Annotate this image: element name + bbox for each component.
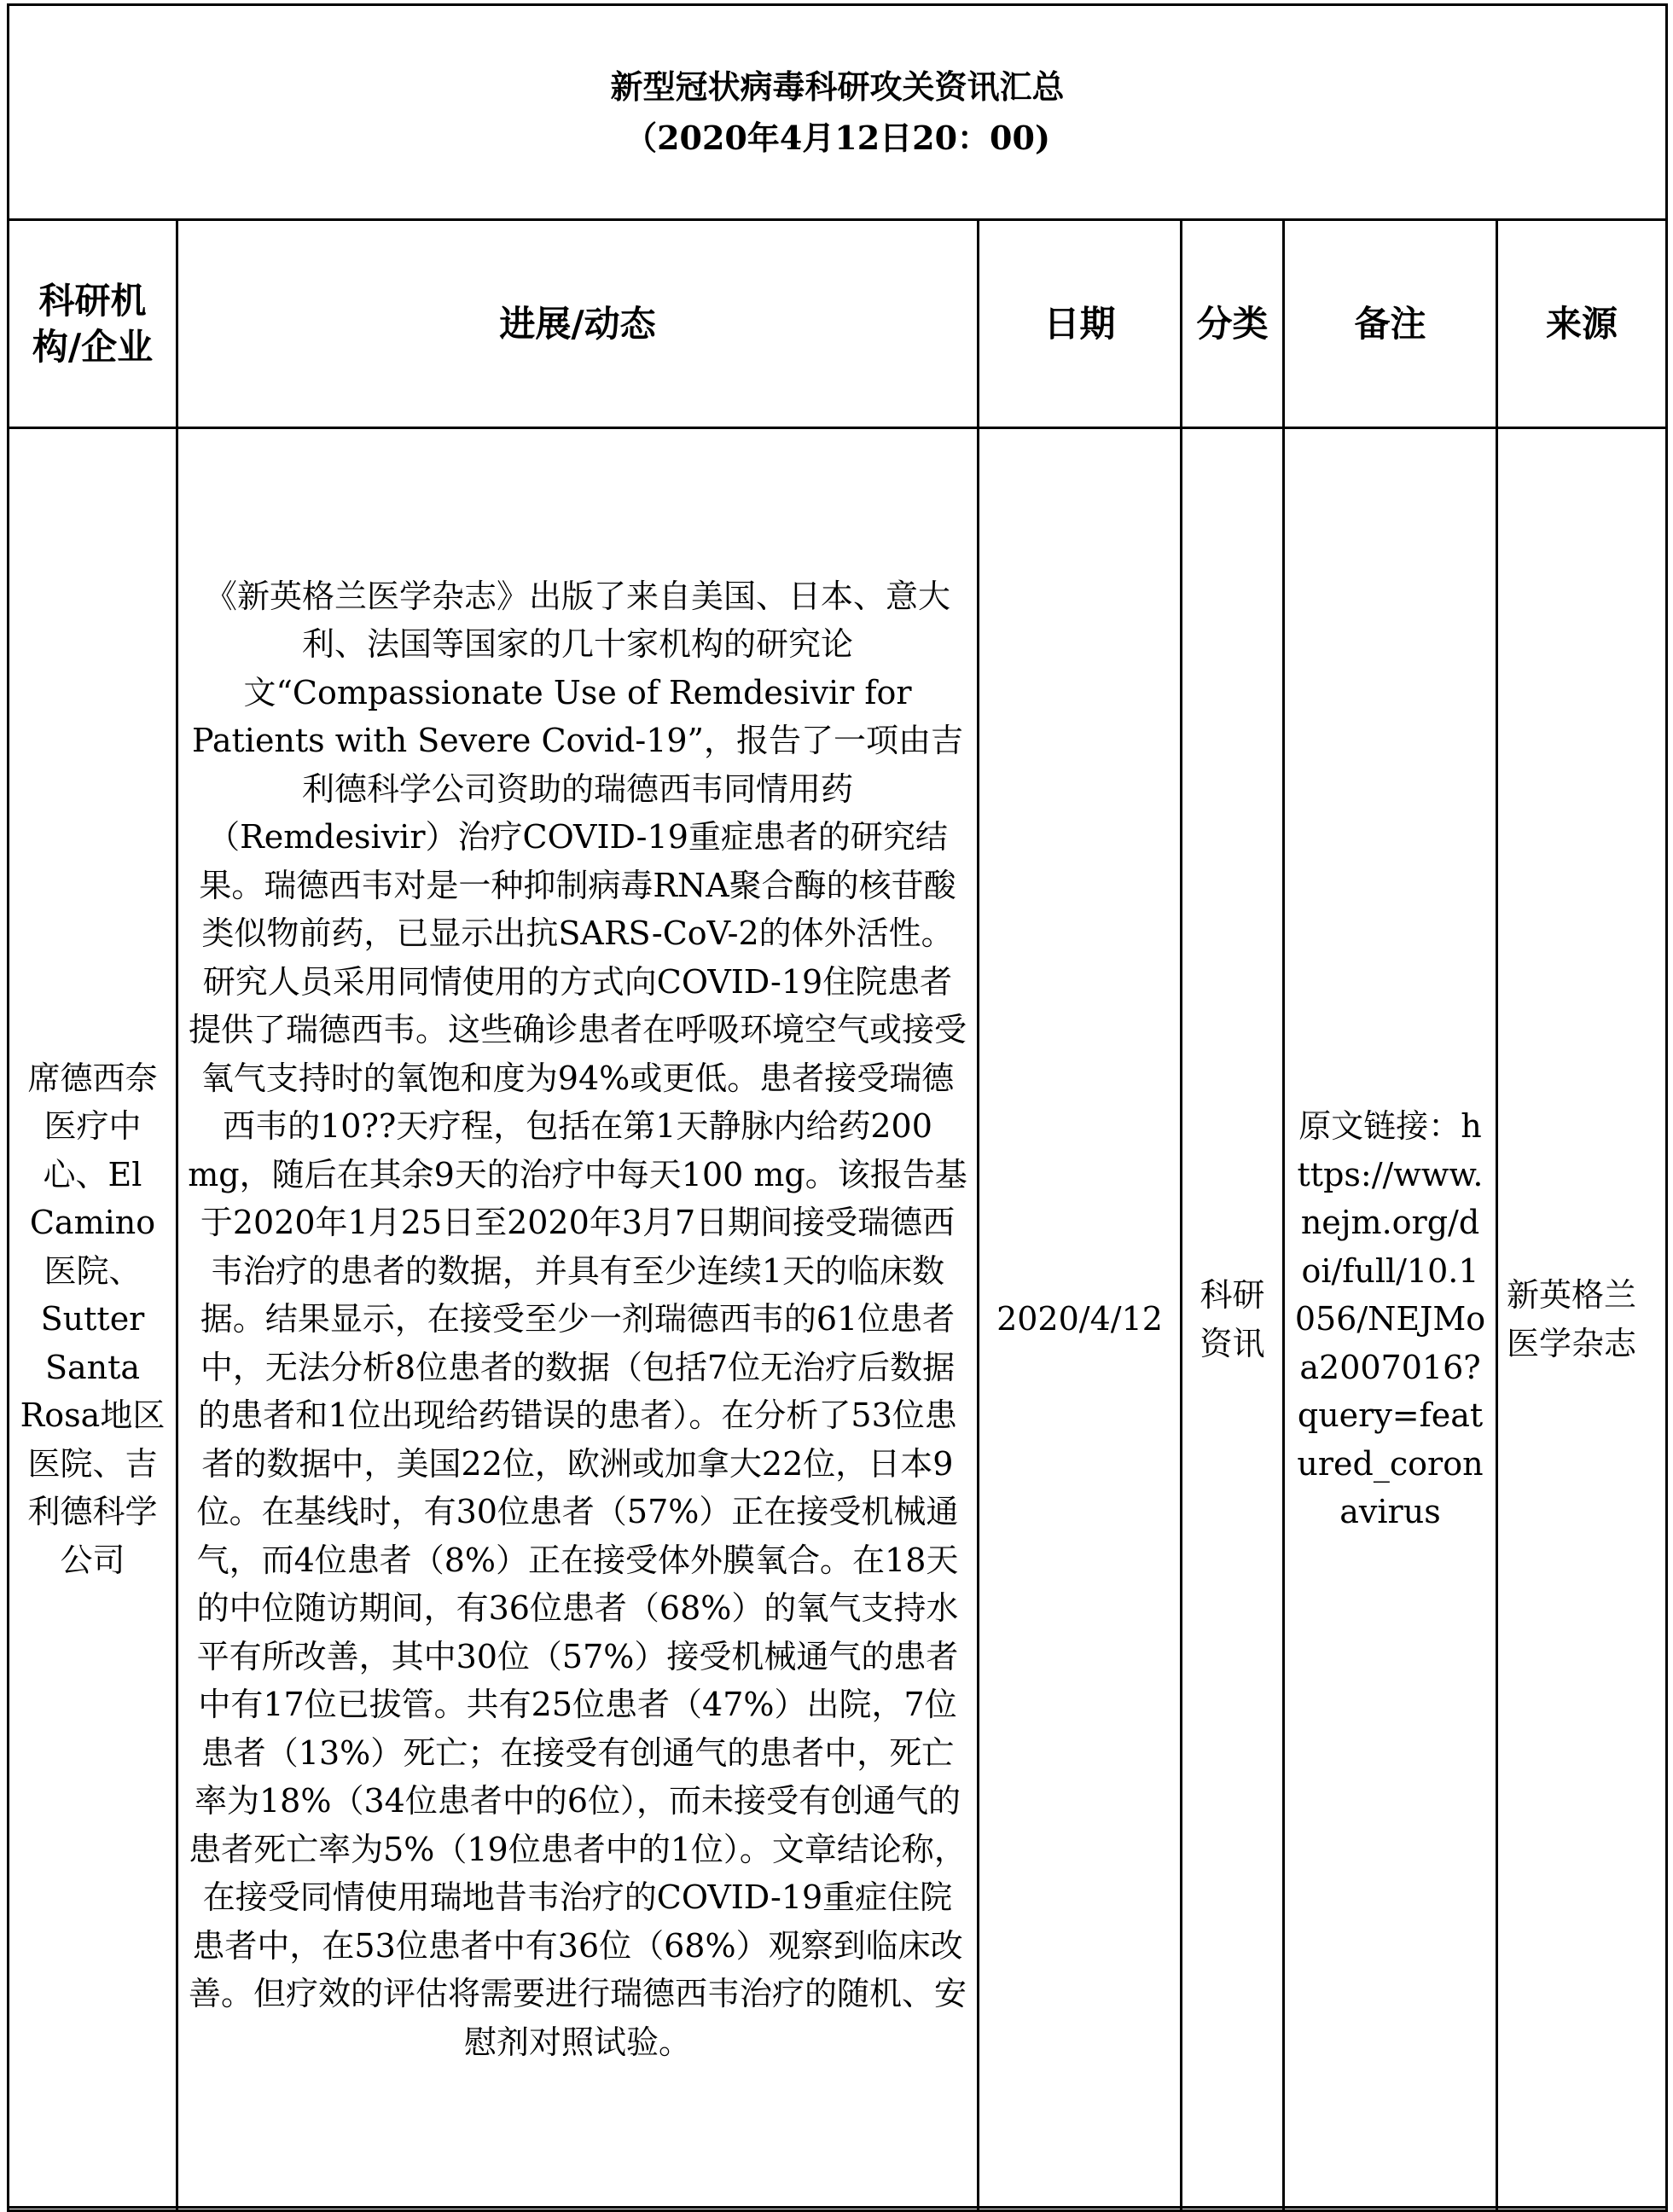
cell-source: 新英格兰医学杂志 <box>1497 428 1667 2211</box>
cell-note: 原文链接：https://www.nejm.org/doi/full/10.1056/NEJMoa2007016?query=featured_coronavirus <box>1284 428 1497 2211</box>
cell-institution: 席德西奈医疗中心、El Camino医院、Sutter Santa Rosa地区医院、吉利德科学公司 <box>9 428 177 2211</box>
header-note: 备注 <box>1284 220 1497 428</box>
header-institution: 科研机构/企业 <box>9 220 177 428</box>
title-line-1: 新型冠状病毒科研攻关资讯汇总 <box>610 67 1065 106</box>
header-progress: 进展/动态 <box>177 220 979 428</box>
header-row <box>9 220 1667 428</box>
page-bottom-rule <box>7 2206 1665 2209</box>
cell-category: 科研资讯 <box>1182 428 1284 2211</box>
cell-progress: 《新英格兰医学杂志》出版了来自美国、日本、意大利、法国等国家的几十家机构的研究论文“Compassionate Use of Remdesivir for Patients with Severe Covid-19”，报告了一项由吉利德科学公司资助的瑞德西韦同情用药（Remdesivir）治疗COVID-19重症患者的研究结果。瑞德西韦对是一种抑制病毒RNA聚合酶的核苷酸类似物前药，已显示出抗SARS-CoV-2的体外活性。研究人员采用同情使用的方式向COVID-19住院患者提供了瑞德西韦。这些确诊患者在呼吸环境空气或接受氧气支持时的氧饱和度为94%或更低。患者接受瑞德西韦的10??天疗程，包括在第1天静脉内给药200 mg，随后在其余9天的治疗中每天100 mg。该报告基于2020年1月25日至2020年3月7日期间接受瑞德西韦治疗的患者的数据，并具有至少连续1天的临床数据。结果显示，在接受至少一剂瑞德西韦的61位患者中，无法分析8位患者的数据（包括7位无治疗后数据的患者和1位出现给药错误的患者）。在分析了53位患者的数据中，美国22位，欧洲或加拿大22位，日本9位。在基线时，有30位患者（57%）正在接受机械通气，而4位患者（8%）正在接受体外膜氧合。在18天的中位随访期间，有36位患者（68%）的氧气支持水平有所改善，其中30位（57%）接受机械通气的患者中有17位已拔管。共有25位患者（47%）出院，7位患者（13%）死亡；在接受有创通气的患者中，死亡率为18%（34位患者中的6位），而未接受有创通气的患者死亡率为5%（19位患者中的1位）。文章结论称，在接受同情使用瑞地昔韦治疗的COVID-19重症住院患者中，在53位患者中有36位（68%）观察到临床改善。但疗效的评估将需要进行瑞德西韦治疗的随机、安慰剂对照试验。 <box>177 428 979 2211</box>
header-category: 分类 <box>1182 220 1284 428</box>
title-line-2: （2020年4月12日20：00) <box>624 118 1050 157</box>
news-summary-table <box>7 3 1668 2212</box>
table-row <box>9 428 1667 2211</box>
header-source: 来源 <box>1497 220 1667 428</box>
header-date: 日期 <box>979 220 1182 428</box>
table-title <box>9 5 1667 220</box>
cell-date: 2020/4/12 <box>979 428 1182 2211</box>
